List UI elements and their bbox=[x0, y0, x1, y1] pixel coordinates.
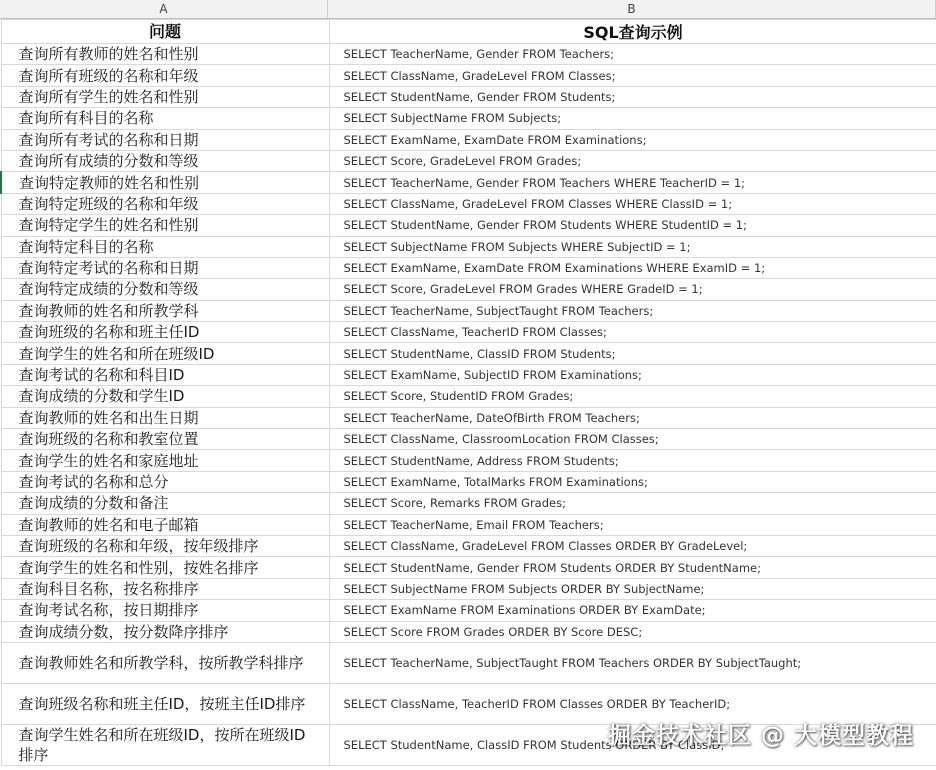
cell-sql[interactable]: SELECT Score, GradeLevel FROM Grades WHERE GradeID = 1; bbox=[329, 279, 936, 300]
cell-question[interactable]: 查询特定科目的名称 bbox=[1, 236, 329, 257]
cell-sql[interactable]: SELECT StudentName, ClassID FROM Students; bbox=[329, 343, 936, 364]
cell-question[interactable]: 查询所有考试的名称和日期 bbox=[1, 129, 329, 150]
table-row bbox=[1, 129, 936, 150]
table-row bbox=[1, 193, 936, 214]
cell-question[interactable]: 查询教师的姓名和出生日期 bbox=[1, 407, 329, 428]
table-row bbox=[1, 514, 936, 535]
table-row bbox=[1, 150, 936, 171]
table-row bbox=[1, 86, 936, 107]
table-row bbox=[1, 364, 936, 385]
cell-question[interactable]: 查询考试名称，按日期排序 bbox=[1, 600, 329, 621]
cell-sql[interactable]: SELECT Score, Remarks FROM Grades; bbox=[329, 493, 936, 514]
table-row bbox=[1, 535, 936, 556]
table-row bbox=[1, 386, 936, 407]
cell-question[interactable]: 查询学生的姓名和家庭地址 bbox=[1, 450, 329, 471]
cell-question[interactable]: 查询特定学生的姓名和性别 bbox=[1, 215, 329, 236]
cell-question[interactable]: 查询班级的名称和年级，按年级排序 bbox=[1, 535, 329, 556]
table-row bbox=[1, 429, 936, 450]
cell-question[interactable]: 查询所有科目的名称 bbox=[1, 108, 329, 129]
cell-question[interactable]: 查询班级的名称和班主任ID bbox=[1, 322, 329, 343]
table-row bbox=[1, 279, 936, 300]
cell-sql[interactable]: SELECT SubjectName FROM Subjects WHERE SubjectID = 1; bbox=[329, 236, 936, 257]
table-row bbox=[1, 578, 936, 599]
cell-question[interactable]: 查询教师的姓名和电子邮箱 bbox=[1, 514, 329, 535]
column-header-row bbox=[0, 0, 936, 19]
cell-question[interactable]: 查询特定教师的姓名和性别 bbox=[1, 172, 329, 193]
cell-question[interactable]: 查询成绩的分数和备注 bbox=[1, 493, 329, 514]
cell-question[interactable]: 查询特定成绩的分数和等级 bbox=[1, 279, 329, 300]
table-row bbox=[1, 493, 936, 514]
cell-sql[interactable]: SELECT ClassName, GradeLevel FROM Classes ORDER BY GradeLevel; bbox=[329, 535, 936, 556]
table-row bbox=[1, 172, 936, 193]
cell-sql[interactable]: SELECT Score, GradeLevel FROM Grades; bbox=[329, 150, 936, 171]
table-row bbox=[1, 642, 936, 683]
cell-sql[interactable]: SELECT SubjectName FROM Subjects; bbox=[329, 108, 936, 129]
cell-sql[interactable]: SELECT TeacherName, Email FROM Teachers; bbox=[329, 514, 936, 535]
cell-sql[interactable]: SELECT StudentName, Gender FROM Students WHERE StudentID = 1; bbox=[329, 215, 936, 236]
table-row bbox=[1, 44, 936, 65]
table-row bbox=[1, 407, 936, 428]
cell-question[interactable]: 查询科目名称，按名称排序 bbox=[1, 578, 329, 599]
cell-question[interactable]: 查询班级的名称和教室位置 bbox=[1, 429, 329, 450]
column-header-b[interactable]: B bbox=[328, 0, 936, 18]
cell-question[interactable]: 查询学生的姓名和性别，按姓名排序 bbox=[1, 557, 329, 578]
cell-sql[interactable]: SELECT Score, StudentID FROM Grades; bbox=[329, 386, 936, 407]
cell-question[interactable]: 查询教师的姓名和所教学科 bbox=[1, 300, 329, 321]
table-row bbox=[1, 600, 936, 621]
cell-question[interactable]: 查询成绩分数，按分数降序排序 bbox=[1, 621, 329, 642]
cell-sql[interactable]: SELECT TeacherName, Gender FROM Teachers WHERE TeacherID = 1; bbox=[329, 172, 936, 193]
table-row bbox=[1, 215, 936, 236]
cell-question[interactable]: 查询成绩的分数和学生ID bbox=[1, 386, 329, 407]
table-row bbox=[1, 450, 936, 471]
cell-sql[interactable]: SELECT ClassName, TeacherID FROM Classes; bbox=[329, 322, 936, 343]
cell-question[interactable]: 查询考试的名称和科目ID bbox=[1, 364, 329, 385]
cell-sql[interactable]: SELECT StudentName, Gender FROM Students; bbox=[329, 86, 936, 107]
header-cell-question[interactable]: 问题 bbox=[1, 20, 329, 44]
cell-question[interactable]: 查询特定考试的名称和日期 bbox=[1, 257, 329, 278]
cell-question[interactable]: 查询所有成绩的分数和等级 bbox=[1, 150, 329, 171]
table-row bbox=[1, 343, 936, 364]
cell-sql[interactable]: SELECT StudentName, ClassID FROM Students ORDER BY ClassID; bbox=[329, 724, 936, 765]
cell-sql[interactable]: SELECT StudentName, Gender FROM Students ORDER BY StudentName; bbox=[329, 557, 936, 578]
table-row bbox=[1, 65, 936, 86]
cell-sql[interactable]: SELECT ClassName, GradeLevel FROM Classes WHERE ClassID = 1; bbox=[329, 193, 936, 214]
spreadsheet-table bbox=[0, 19, 936, 766]
table-row bbox=[1, 557, 936, 578]
cell-question[interactable]: 查询所有班级的名称和年级 bbox=[1, 65, 329, 86]
cell-question[interactable]: 查询所有学生的姓名和性别 bbox=[1, 86, 329, 107]
header-cell-sql[interactable]: SQL查询示例 bbox=[329, 20, 936, 44]
cell-question[interactable]: 查询学生的姓名和所在班级ID bbox=[1, 343, 329, 364]
cell-sql[interactable]: SELECT ClassName, TeacherID FROM Classes ORDER BY TeacherID; bbox=[329, 683, 936, 724]
cell-sql[interactable]: SELECT StudentName, Address FROM Students; bbox=[329, 450, 936, 471]
table-row bbox=[1, 236, 936, 257]
cell-question[interactable]: 查询考试的名称和总分 bbox=[1, 471, 329, 492]
table-row bbox=[1, 322, 936, 343]
table-row bbox=[1, 257, 936, 278]
column-header-a[interactable]: A bbox=[0, 0, 328, 18]
watermark: 掘金技术社区 @ 大模型教程 bbox=[607, 723, 914, 749]
cell-sql[interactable]: SELECT ClassName, GradeLevel FROM Classes; bbox=[329, 65, 936, 86]
cell-sql[interactable]: SELECT TeacherName, SubjectTaught FROM Teachers ORDER BY SubjectTaught; bbox=[329, 642, 936, 683]
cell-question[interactable]: 查询学生姓名和所在班级ID，按所在班级ID排序 bbox=[1, 724, 329, 765]
cell-question[interactable]: 查询特定班级的名称和年级 bbox=[1, 193, 329, 214]
cell-sql[interactable]: SELECT TeacherName, SubjectTaught FROM Teachers; bbox=[329, 300, 936, 321]
cell-question[interactable]: 查询教师姓名和所教学科，按所教学科排序 bbox=[1, 642, 329, 683]
cell-sql[interactable]: SELECT SubjectName FROM Subjects ORDER BY SubjectName; bbox=[329, 578, 936, 599]
table-row bbox=[1, 300, 936, 321]
cell-sql[interactable]: SELECT ExamName, SubjectID FROM Examinations; bbox=[329, 364, 936, 385]
cell-sql[interactable]: SELECT TeacherName, Gender FROM Teachers; bbox=[329, 44, 936, 65]
table-row bbox=[1, 108, 936, 129]
cell-sql[interactable]: SELECT ExamName, TotalMarks FROM Examinations; bbox=[329, 471, 936, 492]
header-row bbox=[1, 20, 936, 44]
cell-sql[interactable]: SELECT TeacherName, DateOfBirth FROM Teachers; bbox=[329, 407, 936, 428]
cell-sql[interactable]: SELECT ExamName, ExamDate FROM Examinations; bbox=[329, 129, 936, 150]
cell-question[interactable]: 查询所有教师的姓名和性别 bbox=[1, 44, 329, 65]
cell-sql[interactable]: SELECT ClassName, ClassroomLocation FROM Classes; bbox=[329, 429, 936, 450]
cell-sql[interactable]: SELECT Score FROM Grades ORDER BY Score DESC; bbox=[329, 621, 936, 642]
cell-sql[interactable]: SELECT ExamName FROM Examinations ORDER BY ExamDate; bbox=[329, 600, 936, 621]
table-row bbox=[1, 471, 936, 492]
cell-question[interactable]: 查询班级名称和班主任ID，按班主任ID排序 bbox=[1, 683, 329, 724]
table-row bbox=[1, 621, 936, 642]
cell-sql[interactable]: SELECT ExamName, ExamDate FROM Examinations WHERE ExamID = 1; bbox=[329, 257, 936, 278]
